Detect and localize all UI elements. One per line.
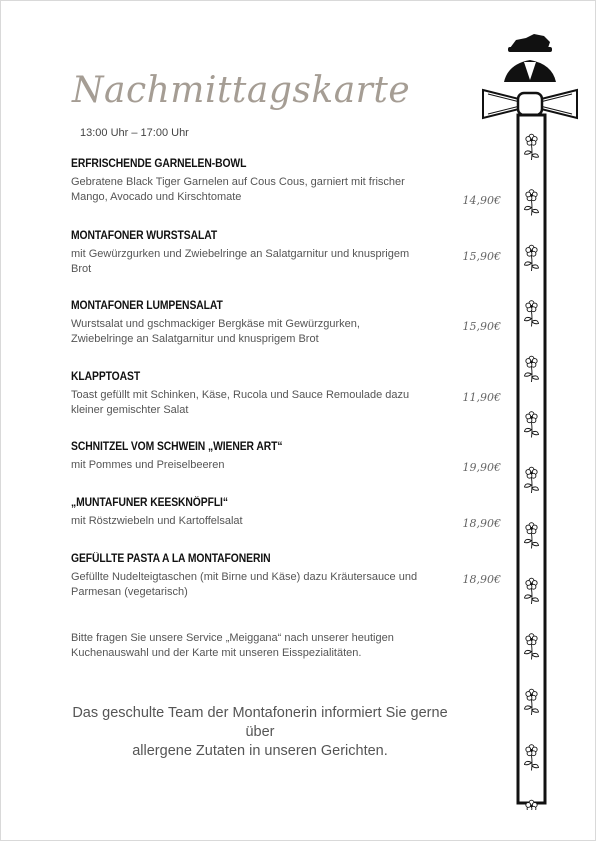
menu-item-price: 18,90€ (462, 517, 501, 530)
opening-hours: 13:00 Uhr – 17:00 Uhr (80, 127, 189, 139)
menu-item (71, 371, 501, 418)
menu-item-price: 18,90€ (462, 573, 501, 586)
menu-item-name: MONTAFONER LUMPENSALAT (71, 300, 223, 312)
menu-item (71, 158, 501, 205)
menu-item-price: 14,90€ (462, 194, 501, 207)
traditional-costume-figure-icon (483, 34, 577, 118)
traditional-costume-decoration (478, 30, 588, 810)
menu-item (71, 230, 501, 277)
tie-band (518, 115, 545, 803)
menu-item-price: 15,90€ (462, 320, 501, 333)
menu-item-description: Toast gefüllt mit Schinken, Käse, Rucola und Sauce Remoulade dazu kleiner gemischter Salat (71, 389, 410, 416)
menu-item-price: 15,90€ (462, 250, 501, 263)
footer-line: Das geschulte Team der Montafonerin informiert Sie gerne (72, 705, 448, 721)
allergen-footer (60, 704, 460, 761)
menu-item-name: MONTAFONER WURSTSALAT (71, 230, 218, 242)
menu-item-name: KLAPPTOAST (71, 371, 141, 383)
menu-item-price: 11,90€ (462, 391, 501, 404)
service-note: Bitte fragen Sie unsere Service „Meiggana“ nach unserer heutigen Kuchenauswahl und der Karte mit unseren Eisspezialitäten. (71, 632, 394, 659)
menu-item-name: „MUNTAFUNER KEESKNÖPFLI“ (71, 497, 228, 509)
page-title: Nachmittagskarte (72, 70, 411, 111)
menu-item (71, 300, 501, 347)
menu-item (71, 441, 501, 473)
menu-item-name: GEFÜLLTE PASTA A LA MONTAFONERIN (71, 553, 271, 565)
menu-item-name: SCHNITZEL VOM SCHWEIN „WIENER ART“ (71, 441, 283, 453)
menu-item-description: mit Röstzwiebeln und Kartoffelsalat (71, 515, 243, 527)
menu-item-name: ERFRISCHENDE GARNELEN-BOWL (71, 158, 247, 170)
menu-item-description: mit Pommes und Preiselbeeren (71, 459, 225, 471)
menu-item-description: Gefüllte Nudelteigtaschen (mit Birne und Käse) dazu Kräutersauce und Parmesan (vegetarisch) (71, 571, 418, 598)
menu-item-description: Gebratene Black Tiger Garnelen auf Cous Cous, garniert mit frischer Mango, Avocado und Kirschtomate (71, 176, 405, 203)
footer-line: über (245, 724, 275, 740)
menu-item-description: Wurstsalat und gschmackiger Bergkäse mit Gewürzgurken, Zwiebelringe an Salatgarnitur und knusprigem Brot (71, 318, 360, 345)
menu-item-price: 19,90€ (462, 461, 501, 474)
menu-item-description: mit Gewürzgurken und Zwiebelringe an Salatgarnitur und knusprigem Brot (71, 248, 410, 275)
footer-line: allergene Zutaten in unseren Gerichten. (132, 743, 388, 759)
menu-item (71, 497, 501, 529)
menu-item (71, 553, 501, 600)
